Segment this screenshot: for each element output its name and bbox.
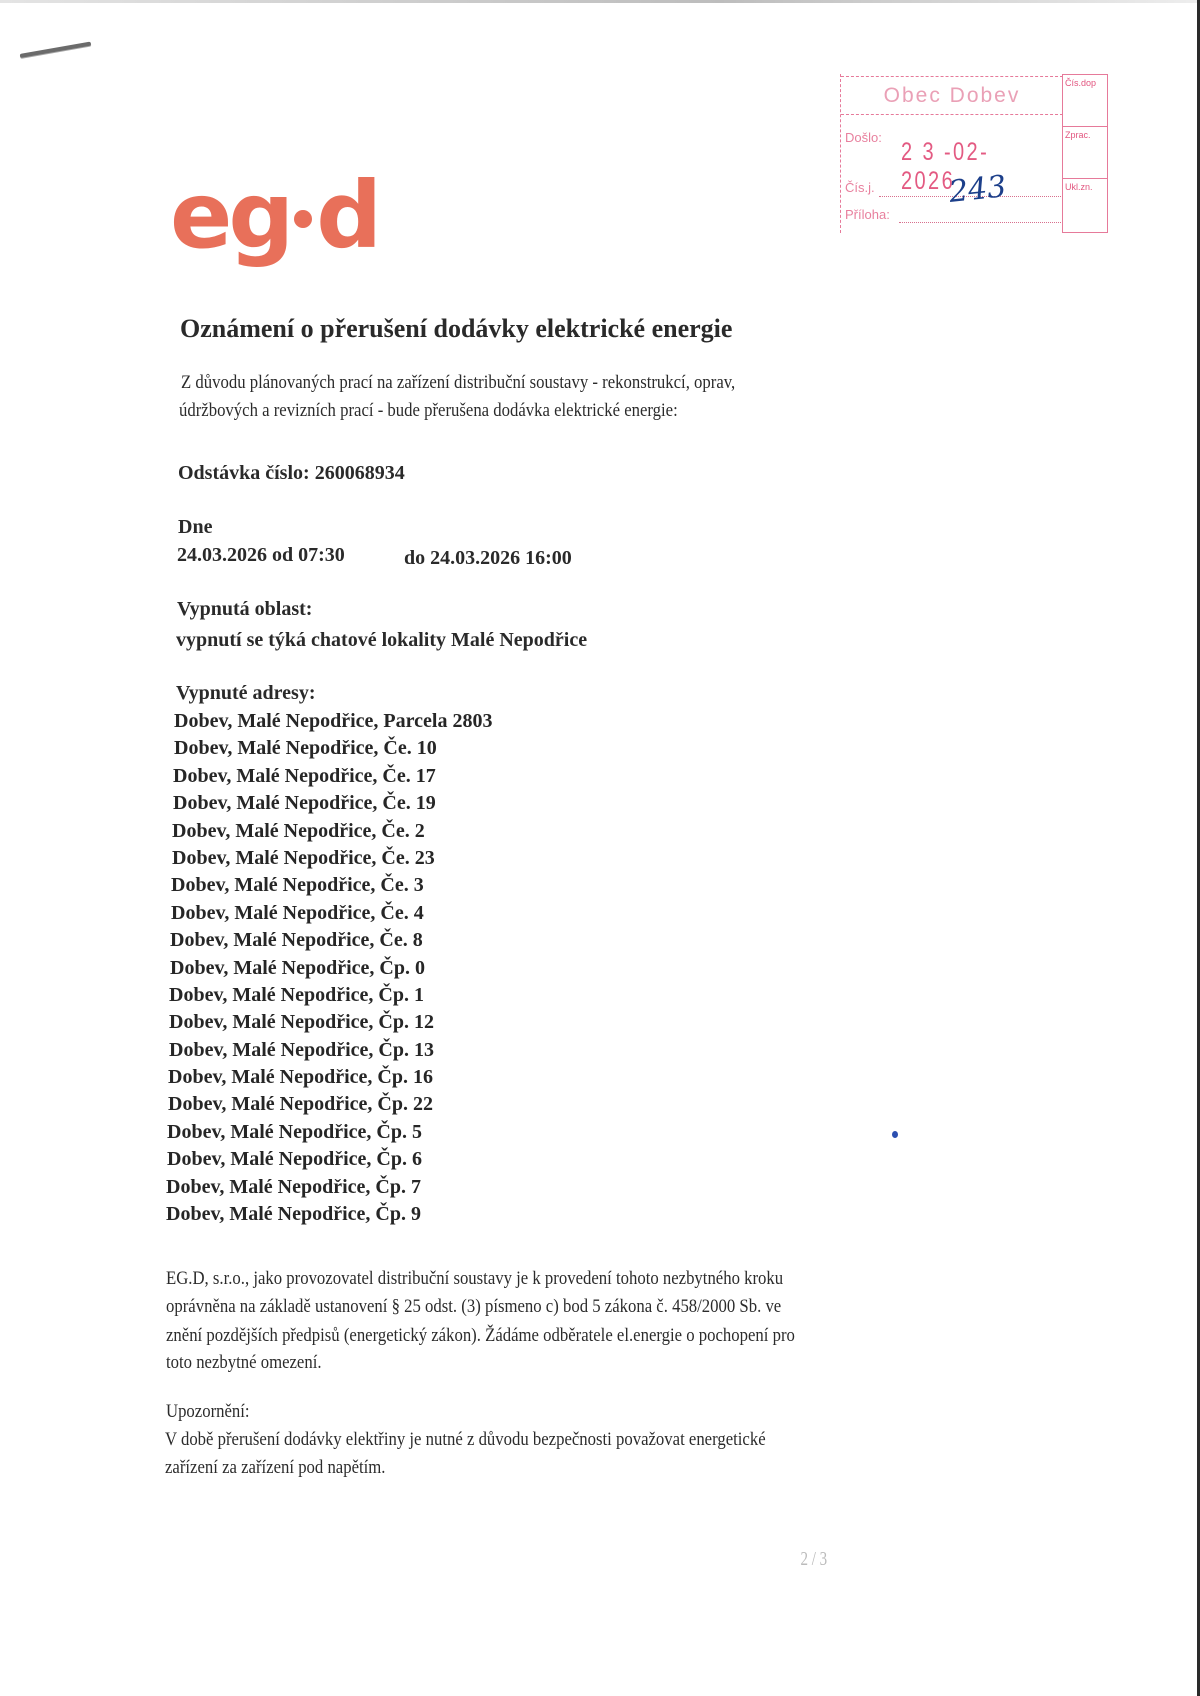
address-item: Dobev, Malé Nepodřice, Čp. 0 [170,956,425,979]
outage-number: 260068934 [314,462,405,484]
address-item: Dobev, Malé Nepodřice, Čp. 12 [169,1011,434,1034]
warning-label: Upozornění: [166,1401,250,1422]
area-label: Vypnutá oblast: [177,598,313,620]
legal-line-2: oprávněna na základě ustanovení § 25 odst. (3) písmeno c) bod 5 zákona č. 458/2000 Sb. ve [166,1296,782,1317]
legal-line-3: znění pozdějších předpisů (energetický zákon). Žádáme odběratele el.energie o pochopení pro [166,1325,795,1346]
intro-line-2: údržbových a revizních prací - bude přerušena dodávka elektrické energie: [179,400,678,421]
address-item: Dobev, Malé Nepodřice, Čp. 16 [168,1066,433,1089]
stamp-cell-ukl-zn: Ukl.zn. [1065,182,1093,192]
address-item: Dobev, Malé Nepodřice, Če. 2 [172,819,425,842]
address-item: Dobev, Malé Nepodřice, Če. 19 [173,792,436,815]
address-item: Dobev, Malé Nepodřice, Čp. 9 [166,1203,421,1226]
address-item: Dobev, Malé Nepodřice, Če. 3 [171,874,424,897]
stamp-received-date: 2 3 -02- 2026 [901,138,990,195]
stamp-main-area [840,74,1063,233]
legal-line-4: toto nezbytné omezení. [166,1352,322,1373]
ink-speck [892,1131,898,1138]
address-item: Dobev, Malé Nepodřice, Parcela 2803 [174,710,493,732]
address-item: Dobev, Malé Nepodřice, Čp. 1 [169,983,424,1006]
stamp-cell-cis-dop: Čís.dop [1063,75,1107,127]
stamp-attachment-line [899,222,1061,223]
address-item: Dobev, Malé Nepodřice, Čp. 5 [167,1120,422,1143]
registry-stamp [840,74,1107,233]
address-item: Dobev, Malé Nepodřice, Če. 23 [172,846,435,869]
outage-from: 24.03.2026 od 07:30 [177,544,345,566]
legal-line-1: EG.D, s.r.o., jako provozovatel distribuční soustavy je k provedení tohoto nezbytného kroku [166,1268,784,1289]
address-item: Dobev, Malé Nepodřice, Če. 17 [173,764,436,787]
staple-mark [20,42,92,58]
addresses-label: Vypnuté adresy: [176,682,316,704]
outage-to: do 24.03.2026 16:00 [404,547,572,569]
stamp-office-name: Obec Dobev [883,84,1021,107]
stamp-ref-label: Čís.j. [845,180,875,195]
logo-text-right: d [316,162,379,269]
address-item: Dobev, Malé Nepodřice, Če. 10 [174,737,437,760]
stamp-divider [841,114,1063,115]
scan-top-edge [0,0,1200,3]
outage-number-label: Odstávka číslo: [178,462,310,484]
address-item: Dobev, Malé Nepodřice, Če. 4 [171,901,424,924]
stamp-received-label: Došlo: [845,130,882,145]
logo-dot-icon [294,210,312,228]
document-title: Oznámení o přerušení dodávky elektrické energie [180,314,733,343]
intro-line-1: Z důvodu plánovaných prací na zařízení distribuční soustavy - rekonstrukcí, oprav, [181,372,736,393]
page-number: 2 / 3 [800,1548,828,1570]
area-text: vypnutí se týká chatové lokality Malé Nepodřice [176,629,588,651]
stamp-divider [841,76,1063,77]
address-list [166,708,493,1228]
stamp-cell-zprac: Zprac. [1063,127,1107,179]
outage-number-row [178,462,405,485]
address-item: Dobev, Malé Nepodřice, Čp. 22 [168,1093,433,1116]
stamp-attachment-label: Příloha: [845,207,890,222]
address-item: Dobev, Malé Nepodřice, Čp. 13 [169,1038,434,1061]
stamp-ref-handwritten: 243 [947,169,1008,210]
address-item: Dobev, Malé Nepodřice, Čp. 6 [167,1148,422,1171]
warning-line-1: V době přerušení dodávky elektřiny je nutné z důvodu bezpečnosti považovat energetické [165,1429,766,1450]
stamp-side-column [1062,74,1108,233]
egd-logo [170,162,379,269]
logo-text-left: eg [170,162,291,269]
warning-line-2: zařízení za zařízení pod napětím. [165,1457,386,1478]
address-item: Dobev, Malé Nepodřice, Če. 8 [170,929,423,952]
date-label: Dne [178,516,213,538]
address-item: Dobev, Malé Nepodřice, Čp. 7 [166,1175,421,1198]
